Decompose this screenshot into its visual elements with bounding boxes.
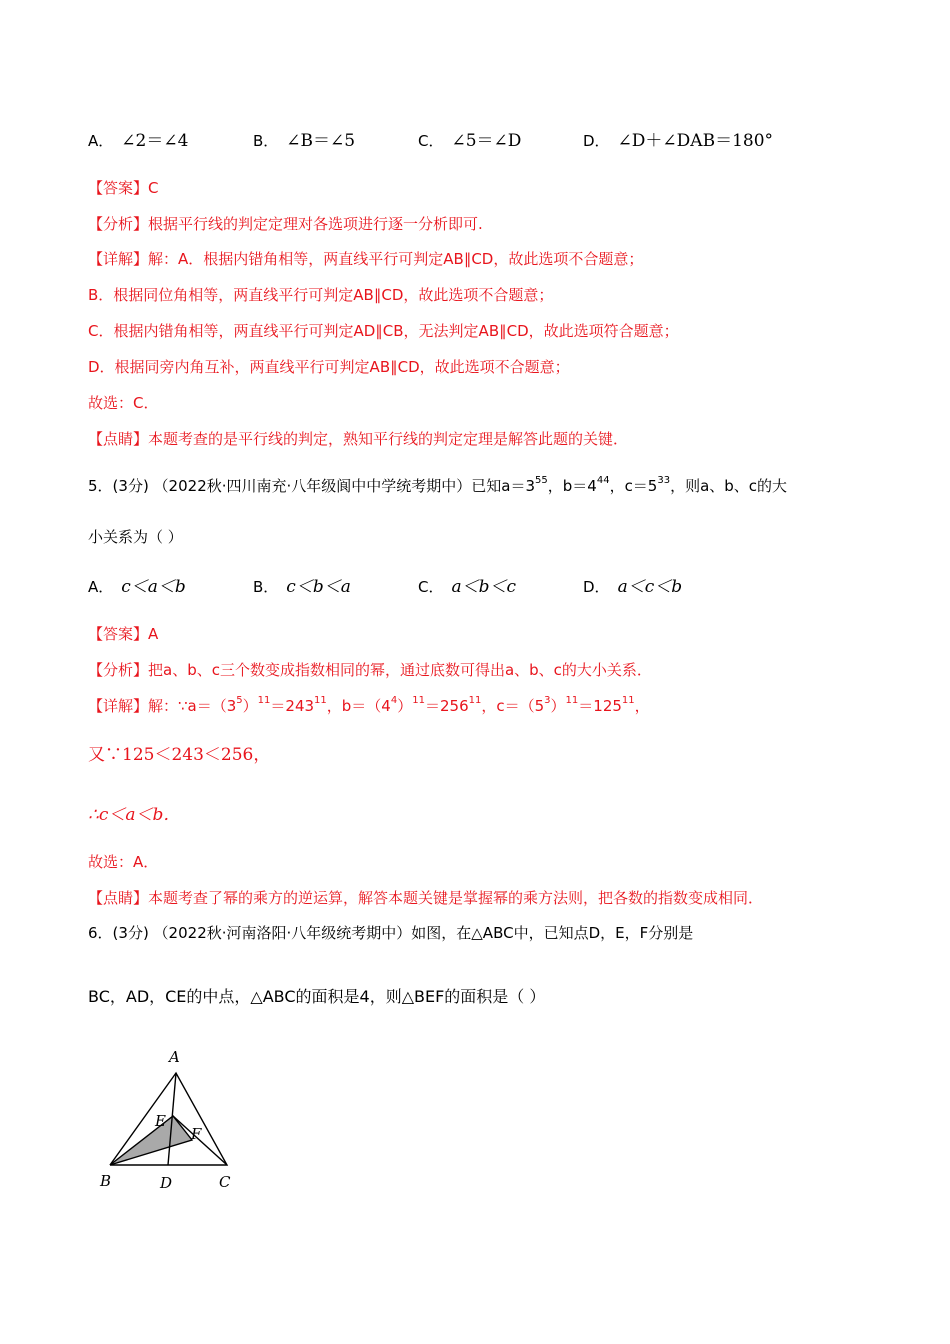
q5-option-c: C． a＜b＜c	[418, 577, 517, 597]
q5-stem-cont: 小关系为（ ）	[88, 528, 183, 546]
q5-choice: 故选：A．	[88, 853, 159, 871]
q5-step-3: ∴c＜a＜b．	[88, 805, 181, 825]
q5-option-a: A． c＜a＜b	[88, 577, 186, 597]
label-c: C	[219, 1173, 231, 1191]
q4-comment: 【点睛】本题考查的是平行线的判定，熟知平行线的判定定理是解答此题的关键．	[88, 430, 629, 448]
q5-step-2: 又∵125＜243＜256，	[88, 745, 271, 765]
q4-option-b: B． ∠B＝∠5	[253, 131, 356, 151]
q4-detail-line: 【详解】解：A．根据内错角相等，两直线平行可判定AB∥CD，故此选项不合题意；	[88, 250, 644, 268]
q5-stem: 5．(3分) （2022秋·四川南充·八年级阆中中学统考期中）已知$a=3^{55}$，$b=4^{44}$，$c=5^{33}$，则a、b、c的大	[88, 475, 788, 495]
q5-answer: 【答案】A	[88, 625, 159, 643]
q4-detail-line: B．根据同位角相等，两直线平行可判定AB∥CD，故此选项不合题意；	[88, 286, 554, 304]
q6-stem-cont: BC，AD，CE的中点，△ABC的面积是4，则△BEF的面积是（ ）	[88, 987, 546, 1006]
label-b: B	[100, 1172, 112, 1190]
q4-detail-line: D．根据同旁内角互补，两直线平行可判定AB∥CD，故此选项不合题意；	[88, 358, 570, 376]
q6-stem: 6．(3分) （2022秋·河南洛阳·八年级统考期中）如图，在△ABC中，已知点D，E，F分别是	[88, 924, 694, 942]
q4-analysis: 【分析】根据平行线的判定定理对各选项进行逐一分析即可.	[88, 215, 483, 233]
q5-comment: 【点睛】本题考查了幂的乘方的逆运算，解答本题关键是掌握幂的乘方法则，把各数的指数变成相同．	[88, 889, 764, 907]
q4-option-d: D． ∠D＋∠DAB＝180°	[583, 131, 774, 151]
q4-choice: 故选：C．	[88, 394, 159, 412]
q4-option-c: C． ∠5＝∠D	[418, 131, 522, 151]
shaded-triangle-bef	[110, 1116, 192, 1165]
label-d: D	[160, 1174, 173, 1192]
q4-option-a: A． ∠2＝∠4	[88, 131, 189, 151]
q5-option-b: B． c＜b＜a	[253, 577, 351, 597]
q5-analysis: 【分析】把a、b、c三个数变成指数相同的幂，通过底数可得出a、b、c的大小关系．	[88, 661, 652, 679]
triangle-figure	[96, 1040, 246, 1200]
q5-option-d: D． a＜c＜b	[583, 577, 683, 597]
label-a: A	[169, 1048, 180, 1066]
q4-detail-line: C．根据内错角相等，两直线平行可判定AD∥CB，无法判定AB∥CD，故此选项符合题意；	[88, 322, 679, 340]
label-f: F	[191, 1125, 202, 1143]
label-e: E	[155, 1112, 166, 1130]
q4-answer: 【答案】C	[88, 179, 159, 197]
q5-detail: 【详解】解：$\because a=(3^5)^{11}=243^{11}$，$b=(4^4)^{11}=256^{11}$，$c=(5^3)^{11}=125^{11}$，	[88, 695, 650, 715]
